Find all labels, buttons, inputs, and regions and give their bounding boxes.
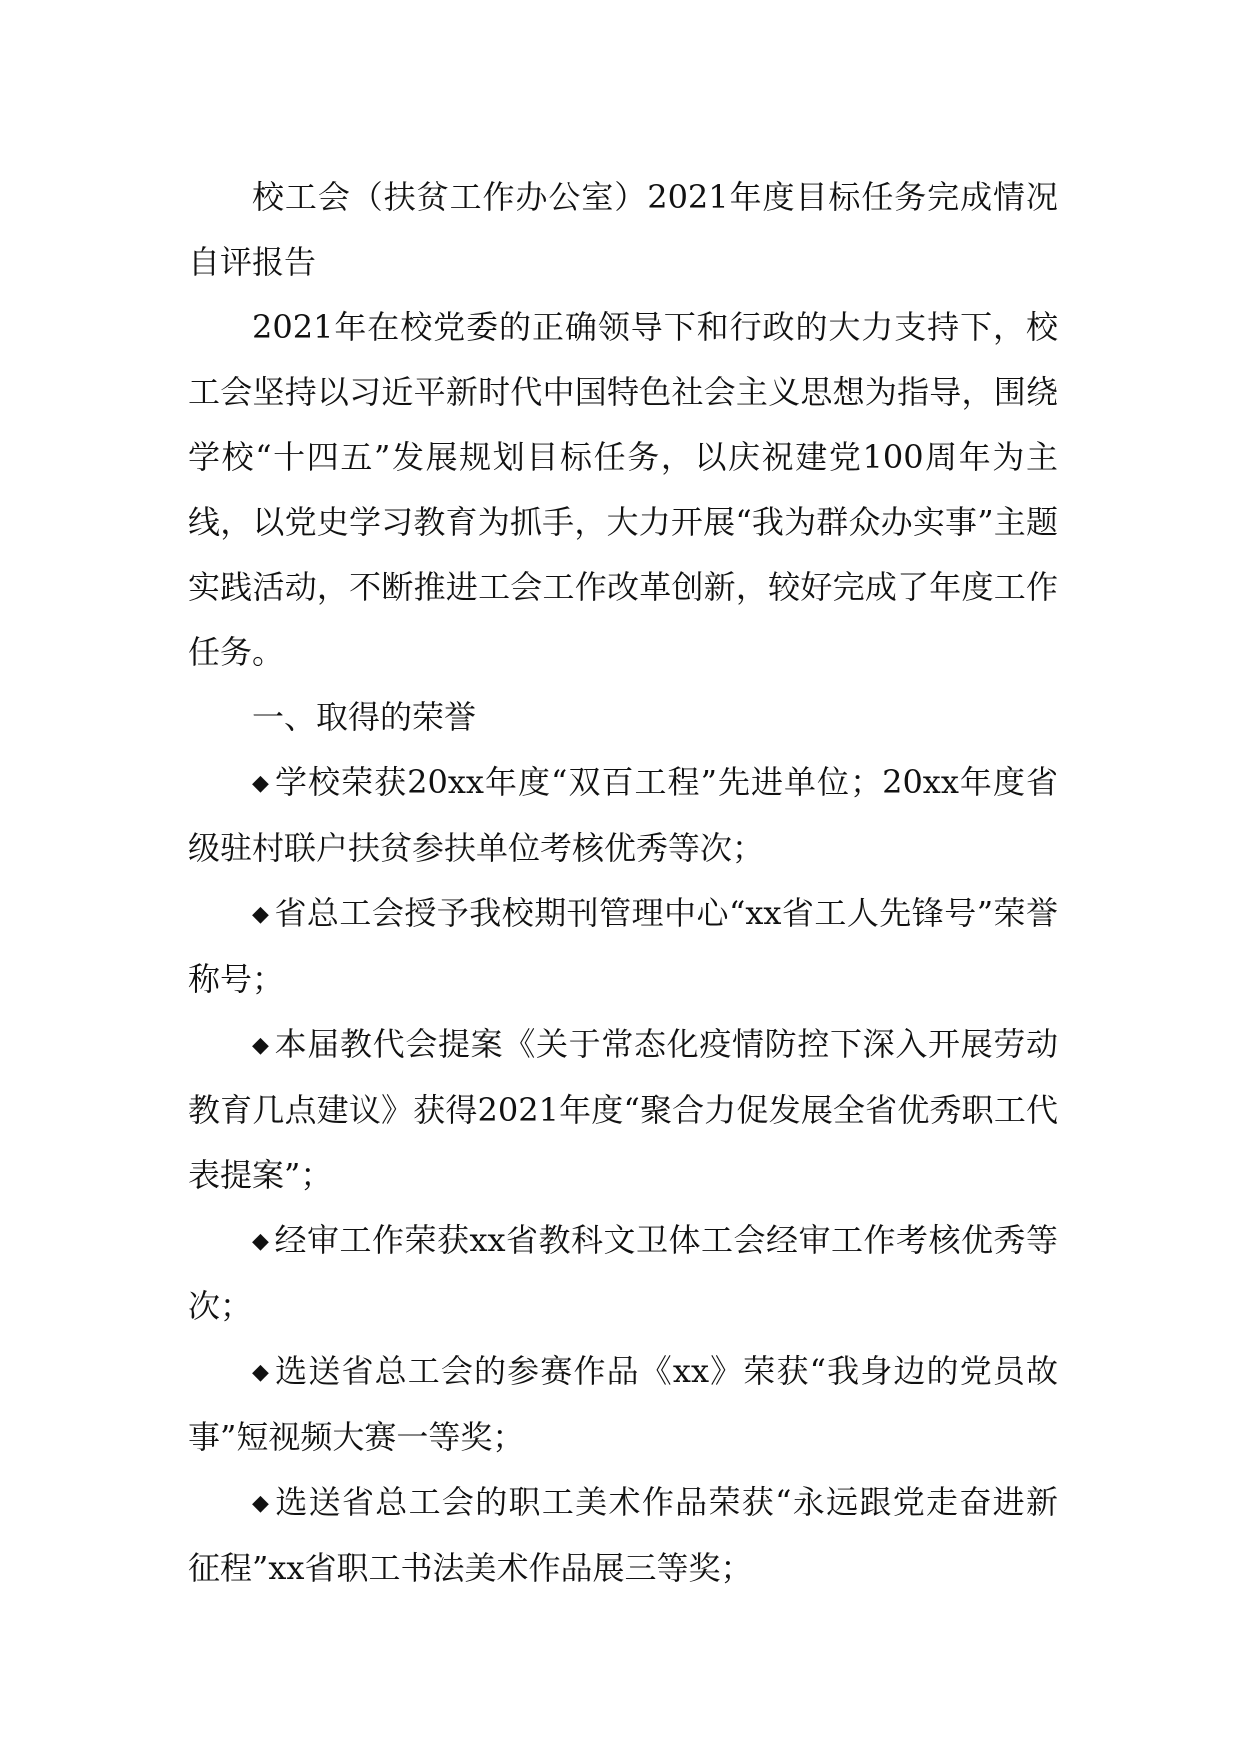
honor-text: 省总工会授予我校期刊管理中心“xx省工人先锋号”荣誉称号；: [188, 894, 1058, 998]
honor-text: 选送省总工会的职工美术作品荣获“永远跟党走奋进新征程”xx省职工书法美术作品展三等奖；: [188, 1483, 1058, 1587]
honor-item: [188, 1208, 1058, 1339]
honor-item: [188, 1470, 1058, 1601]
honor-text: 选送省总工会的参赛作品《xx》荣获“我身边的党员故事”短视频大赛一等奖；: [188, 1352, 1058, 1456]
intro-paragraph: 2021年在校党委的正确领导下和行政的大力支持下，校工会坚持以习近平新时代中国特色社会主义思想为指导，围绕学校“十四五”发展规划目标任务，以庆祝建党100周年为主线，以党史学习教育为抓手，大力开展“我为群众办实事”主题实践活动，不断推进工会工作改革创新，较好完成了年度工作任务。: [188, 308, 1058, 671]
honor-text: 经审工作荣获xx省教科文卫体工会经审工作考核优秀等次；: [188, 1221, 1058, 1325]
document-title: 校工会（扶贫工作办公室）2021年度目标任务完成情况自评报告: [188, 178, 1058, 281]
diamond-bullet-icon: ◆: [252, 1491, 269, 1516]
honor-item: [188, 1339, 1058, 1470]
honor-item: [188, 750, 1058, 881]
honor-text: 本届教代会提案《关于常态化疫情防控下深入开展劳动教育几点建议》获得2021年度“聚合力促发展全省优秀职工代表提案”；: [188, 1025, 1058, 1194]
honor-text: 学校荣获20xx年度“双百工程”先进单位；20xx年度省级驻村联户扶贫参扶单位考核优秀等次；: [188, 763, 1058, 867]
honor-item: [188, 1012, 1058, 1208]
document-body: [188, 165, 1058, 1601]
diamond-bullet-icon: ◆: [252, 1033, 269, 1058]
diamond-bullet-icon: ◆: [252, 771, 269, 796]
honor-item: [188, 881, 1058, 1012]
diamond-bullet-icon: ◆: [252, 902, 269, 927]
diamond-bullet-icon: ◆: [252, 1229, 269, 1254]
section-heading-honors: 一、取得的荣誉: [252, 698, 477, 736]
diamond-bullet-icon: ◆: [252, 1360, 269, 1385]
